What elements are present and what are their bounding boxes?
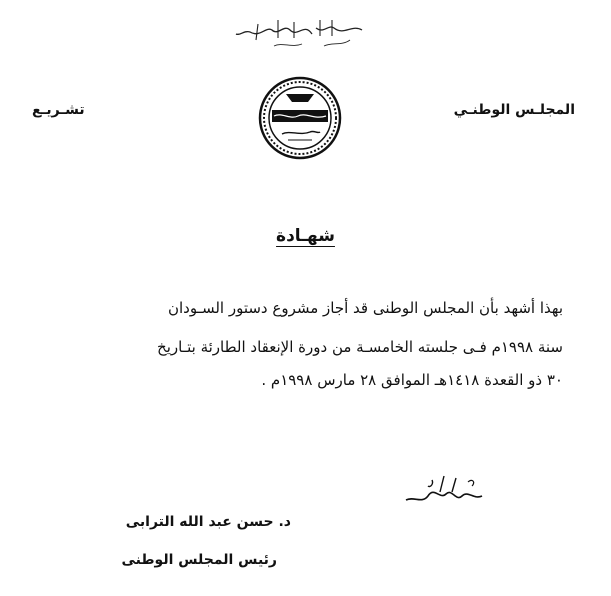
legislation-header-label: تشـريـع: [32, 102, 85, 118]
certificate-line-3: ٣٠ ذو القعدة ١٤١٨هـ الموافق ٢٨ مارس ١٩٩٨م .: [261, 371, 563, 389]
bismillah-calligraphy: [232, 16, 372, 52]
signatory-name: د. حسن عبد الله الترابى: [125, 514, 291, 530]
certificate-title: [0, 226, 611, 246]
parliament-emblem: [258, 76, 342, 160]
handwritten-signature: [398, 470, 486, 510]
certificate-line-1: بهذا أشهد بأن المجلس الوطنى قد أجاز مشروع دستور السـودان: [167, 299, 563, 317]
council-header-label: المجلـس الوطنـي: [453, 102, 575, 118]
certificate-title-text: شهـادة: [276, 226, 335, 246]
signatory-title: رئيس المجلس الوطنى: [121, 552, 277, 568]
certificate-line-2: سنة ١٩٩٨م فـى جلسته الخامسـة من دورة الإنعقاد الطارئة بتـاريخ: [157, 338, 563, 356]
